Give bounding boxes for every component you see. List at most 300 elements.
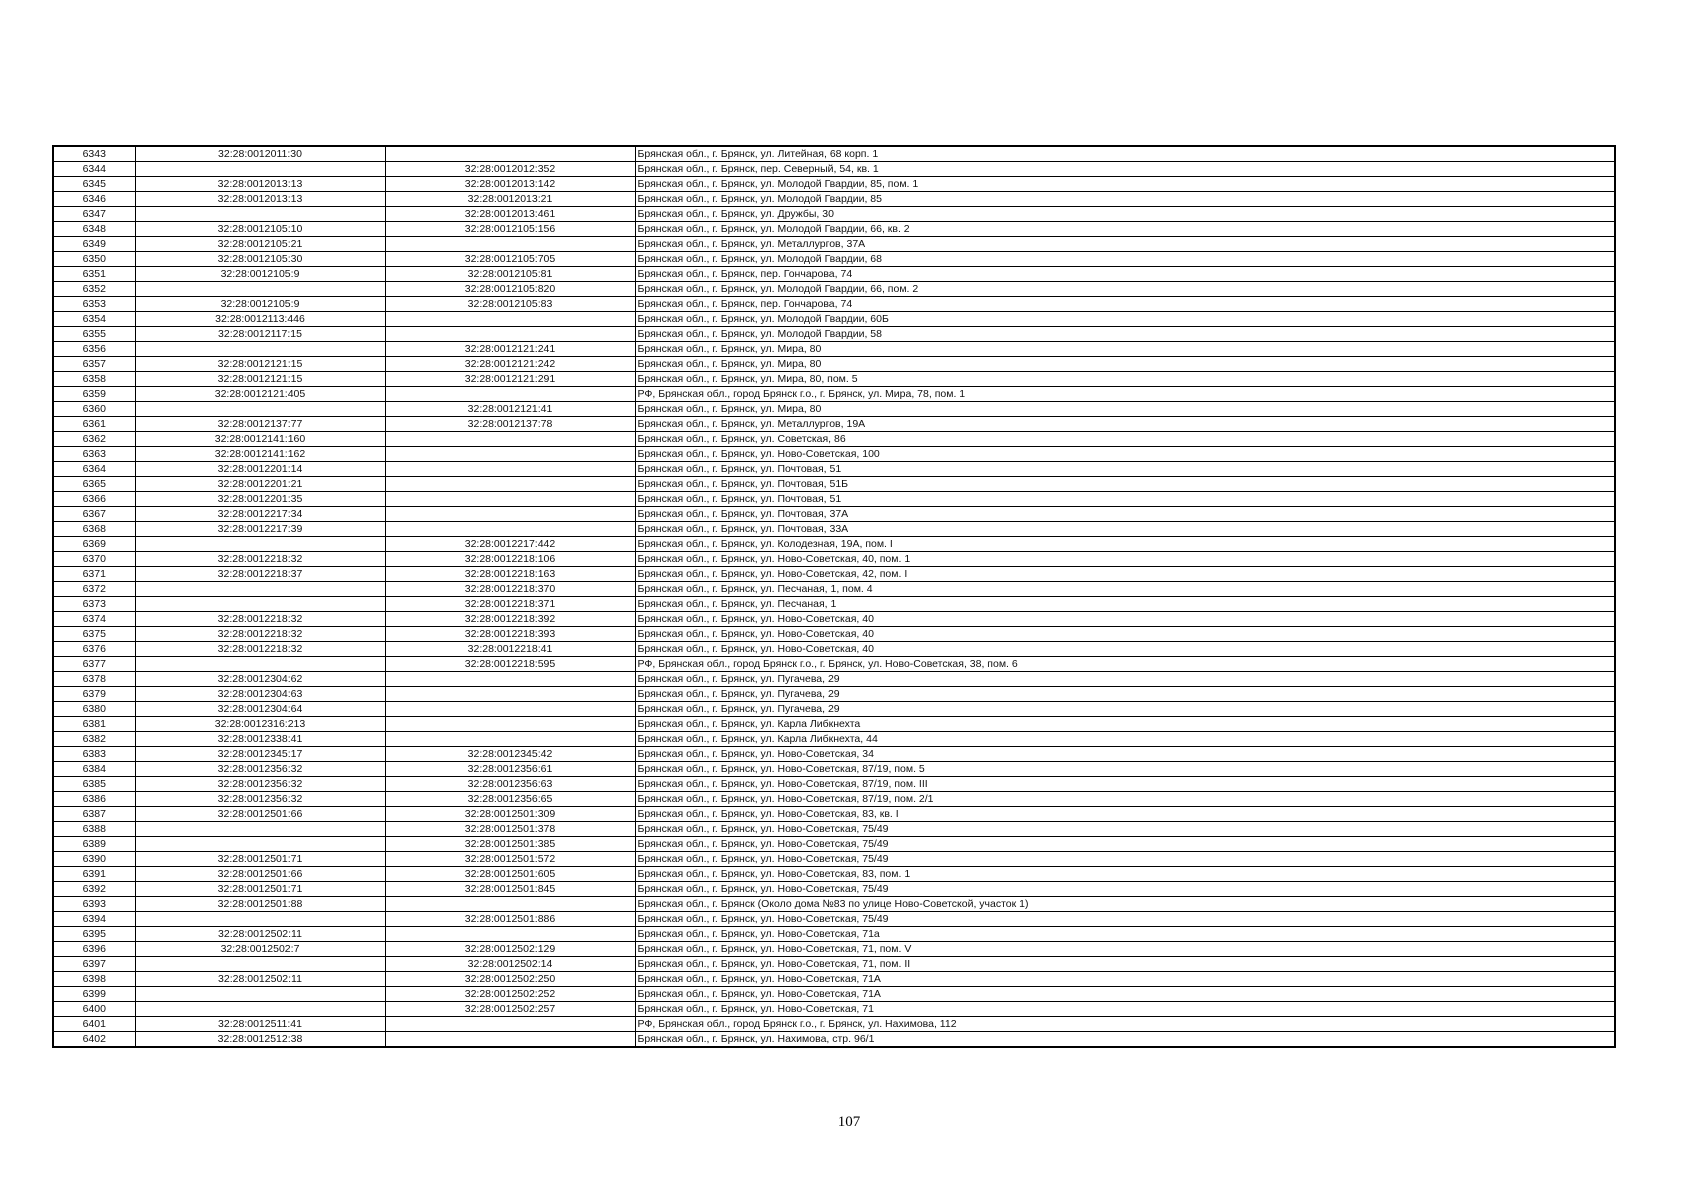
- row-number-cell: 6354: [53, 312, 135, 327]
- table-row: [53, 627, 1615, 642]
- address-cell: Брянская обл., г. Брянск (Около дома №83 по улице Ново-Советской, участок 1): [635, 897, 1615, 912]
- land-cadastral-number-cell: 32:28:0012501:71: [135, 852, 385, 867]
- land-cadastral-number-cell: 32:28:0012304:63: [135, 687, 385, 702]
- row-number-cell: 6357: [53, 357, 135, 372]
- row-number-cell: 6400: [53, 1002, 135, 1017]
- address-cell: Брянская обл., г. Брянск, ул. Ново-Советская, 71А: [635, 987, 1615, 1002]
- building-cadastral-number-cell: 32:28:0012105:820: [385, 282, 635, 297]
- row-number-cell: 6370: [53, 552, 135, 567]
- building-cadastral-number-cell: 32:28:0012502:14: [385, 957, 635, 972]
- row-number-cell: 6377: [53, 657, 135, 672]
- table-row: [53, 387, 1615, 402]
- row-number-cell: 6362: [53, 432, 135, 447]
- building-cadastral-number-cell: [385, 312, 635, 327]
- address-cell: Брянская обл., г. Брянск, ул. Почтовая, 51: [635, 462, 1615, 477]
- address-cell: Брянская обл., г. Брянск, ул. Молодой Гвардии, 66, кв. 2: [635, 222, 1615, 237]
- row-number-cell: 6352: [53, 282, 135, 297]
- row-number-cell: 6392: [53, 882, 135, 897]
- table-row: [53, 432, 1615, 447]
- table-row: [53, 327, 1615, 342]
- row-number-cell: 6376: [53, 642, 135, 657]
- building-cadastral-number-cell: [385, 447, 635, 462]
- table-row: [53, 372, 1615, 387]
- row-number-cell: 6386: [53, 792, 135, 807]
- address-cell: Брянская обл., г. Брянск, ул. Ново-Советская, 75/49: [635, 837, 1615, 852]
- building-cadastral-number-cell: 32:28:0012502:252: [385, 987, 635, 1002]
- address-cell: Брянская обл., г. Брянск, ул. Молодой Гвардии, 60Б: [635, 312, 1615, 327]
- land-cadastral-number-cell: 32:28:0012501:71: [135, 882, 385, 897]
- building-cadastral-number-cell: [385, 432, 635, 447]
- table-row: [53, 162, 1615, 177]
- row-number-cell: 6395: [53, 927, 135, 942]
- address-cell: Брянская обл., г. Брянск, ул. Мира, 80: [635, 342, 1615, 357]
- row-number-cell: 6381: [53, 717, 135, 732]
- land-cadastral-number-cell: 32:28:0012304:64: [135, 702, 385, 717]
- address-cell: Брянская обл., г. Брянск, ул. Молодой Гвардии, 68: [635, 252, 1615, 267]
- address-cell: Брянская обл., г. Брянск, ул. Ново-Советская, 75/49: [635, 882, 1615, 897]
- page-number: 107: [837, 1114, 861, 1130]
- table-row: [53, 882, 1615, 897]
- address-cell: Брянская обл., г. Брянск, ул. Ново-Советская, 40: [635, 642, 1615, 657]
- address-cell: Брянская обл., г. Брянск, ул. Ново-Советская, 75/49: [635, 822, 1615, 837]
- row-number-cell: 6358: [53, 372, 135, 387]
- building-cadastral-number-cell: 32:28:0012105:81: [385, 267, 635, 282]
- table-row: [53, 252, 1615, 267]
- building-cadastral-number-cell: [385, 672, 635, 687]
- row-number-cell: 6382: [53, 732, 135, 747]
- building-cadastral-number-cell: [385, 237, 635, 252]
- land-cadastral-number-cell: [135, 282, 385, 297]
- table-row: [53, 732, 1615, 747]
- building-cadastral-number-cell: [385, 507, 635, 522]
- row-number-cell: 6343: [53, 146, 135, 162]
- building-cadastral-number-cell: 32:28:0012218:392: [385, 612, 635, 627]
- address-cell: Брянская обл., г. Брянск, ул. Ново-Советская, 40, пом. 1: [635, 552, 1615, 567]
- table-row: [53, 282, 1615, 297]
- building-cadastral-number-cell: 32:28:0012217:442: [385, 537, 635, 552]
- building-cadastral-number-cell: 32:28:0012218:393: [385, 627, 635, 642]
- building-cadastral-number-cell: [385, 702, 635, 717]
- table-row: [53, 507, 1615, 522]
- address-cell: Брянская обл., г. Брянск, ул. Песчаная, 1: [635, 597, 1615, 612]
- address-cell: Брянская обл., г. Брянск, ул. Ново-Советская, 40: [635, 627, 1615, 642]
- row-number-cell: 6396: [53, 942, 135, 957]
- land-cadastral-number-cell: 32:28:0012218:32: [135, 642, 385, 657]
- land-cadastral-number-cell: 32:28:0012501:66: [135, 867, 385, 882]
- table-row: [53, 342, 1615, 357]
- address-cell: Брянская обл., г. Брянск, ул. Почтовая, 37А: [635, 507, 1615, 522]
- table-row: [53, 942, 1615, 957]
- building-cadastral-number-cell: [385, 327, 635, 342]
- land-cadastral-number-cell: [135, 342, 385, 357]
- address-cell: Брянская обл., г. Брянск, ул. Карла Либкнехта, 44: [635, 732, 1615, 747]
- table-row: [53, 642, 1615, 657]
- building-cadastral-number-cell: 32:28:0012121:241: [385, 342, 635, 357]
- land-cadastral-number-cell: 32:28:0012502:7: [135, 942, 385, 957]
- building-cadastral-number-cell: 32:28:0012105:83: [385, 297, 635, 312]
- table-row: [53, 477, 1615, 492]
- address-cell: Брянская обл., г. Брянск, ул. Карла Либкнехта: [635, 717, 1615, 732]
- land-cadastral-number-cell: 32:28:0012502:11: [135, 972, 385, 987]
- address-cell: Брянская обл., г. Брянск, ул. Молодой Гвардии, 66, пом. 2: [635, 282, 1615, 297]
- address-cell: Брянская обл., г. Брянск, ул. Ново-Советская, 71: [635, 1002, 1615, 1017]
- land-cadastral-number-cell: 32:28:0012356:32: [135, 792, 385, 807]
- building-cadastral-number-cell: 32:28:0012121:291: [385, 372, 635, 387]
- building-cadastral-number-cell: [385, 1017, 635, 1032]
- land-cadastral-number-cell: 32:28:0012013:13: [135, 177, 385, 192]
- land-cadastral-number-cell: [135, 207, 385, 222]
- table-row: [53, 897, 1615, 912]
- row-number-cell: 6379: [53, 687, 135, 702]
- address-cell: Брянская обл., г. Брянск, ул. Мира, 80: [635, 357, 1615, 372]
- land-cadastral-number-cell: [135, 957, 385, 972]
- row-number-cell: 6344: [53, 162, 135, 177]
- building-cadastral-number-cell: [385, 146, 635, 162]
- land-cadastral-number-cell: 32:28:0012218:32: [135, 627, 385, 642]
- land-cadastral-number-cell: [135, 1002, 385, 1017]
- building-cadastral-number-cell: 32:28:0012218:41: [385, 642, 635, 657]
- land-cadastral-number-cell: 32:28:0012105:9: [135, 267, 385, 282]
- building-cadastral-number-cell: 32:28:0012218:371: [385, 597, 635, 612]
- building-cadastral-number-cell: 32:28:0012356:61: [385, 762, 635, 777]
- address-cell: Брянская обл., г. Брянск, ул. Ново-Советская, 75/49: [635, 852, 1615, 867]
- address-cell: Брянская обл., г. Брянск, ул. Ново-Советская, 100: [635, 447, 1615, 462]
- row-number-cell: 6371: [53, 567, 135, 582]
- row-number-cell: 6372: [53, 582, 135, 597]
- table-row: [53, 312, 1615, 327]
- building-cadastral-number-cell: 32:28:0012137:78: [385, 417, 635, 432]
- row-number-cell: 6389: [53, 837, 135, 852]
- address-cell: Брянская обл., г. Брянск, пер. Северный, 54, кв. 1: [635, 162, 1615, 177]
- table-row: [53, 146, 1615, 162]
- row-number-cell: 6347: [53, 207, 135, 222]
- table-row: [53, 417, 1615, 432]
- building-cadastral-number-cell: [385, 927, 635, 942]
- address-cell: Брянская обл., г. Брянск, ул. Пугачева, 29: [635, 702, 1615, 717]
- land-cadastral-number-cell: 32:28:0012137:77: [135, 417, 385, 432]
- address-cell: Брянская обл., г. Брянск, ул. Песчаная, 1, пом. 4: [635, 582, 1615, 597]
- row-number-cell: 6345: [53, 177, 135, 192]
- land-cadastral-number-cell: 32:28:0012105:30: [135, 252, 385, 267]
- address-cell: Брянская обл., г. Брянск, ул. Почтовая, 51Б: [635, 477, 1615, 492]
- row-number-cell: 6367: [53, 507, 135, 522]
- table-row: [53, 1017, 1615, 1032]
- land-cadastral-number-cell: [135, 537, 385, 552]
- row-number-cell: 6390: [53, 852, 135, 867]
- table-row: [53, 522, 1615, 537]
- land-cadastral-number-cell: [135, 582, 385, 597]
- land-cadastral-number-cell: 32:28:0012338:41: [135, 732, 385, 747]
- building-cadastral-number-cell: [385, 462, 635, 477]
- address-cell: РФ, Брянская обл., город Брянск г.о., г. Брянск, ул. Ново-Советская, 38, пом. 6: [635, 657, 1615, 672]
- row-number-cell: 6368: [53, 522, 135, 537]
- address-cell: Брянская обл., г. Брянск, ул. Ново-Советская, 71А: [635, 972, 1615, 987]
- address-cell: Брянская обл., г. Брянск, пер. Гончарова, 74: [635, 267, 1615, 282]
- building-cadastral-number-cell: 32:28:0012501:309: [385, 807, 635, 822]
- land-cadastral-number-cell: [135, 162, 385, 177]
- row-number-cell: 6374: [53, 612, 135, 627]
- building-cadastral-number-cell: 32:28:0012501:378: [385, 822, 635, 837]
- building-cadastral-number-cell: [385, 1032, 635, 1048]
- row-number-cell: 6361: [53, 417, 135, 432]
- row-number-cell: 6351: [53, 267, 135, 282]
- address-cell: РФ, Брянская обл., город Брянск г.о., г. Брянск, ул. Нахимова, 112: [635, 1017, 1615, 1032]
- table-row: [53, 972, 1615, 987]
- table-row: [53, 672, 1615, 687]
- row-number-cell: 6348: [53, 222, 135, 237]
- table-row: [53, 927, 1615, 942]
- land-cadastral-number-cell: 32:28:0012105:10: [135, 222, 385, 237]
- land-cadastral-number-cell: 32:28:0012345:17: [135, 747, 385, 762]
- building-cadastral-number-cell: [385, 387, 635, 402]
- land-cadastral-number-cell: 32:28:0012218:37: [135, 567, 385, 582]
- building-cadastral-number-cell: 32:28:0012218:595: [385, 657, 635, 672]
- table-row: [53, 492, 1615, 507]
- address-cell: Брянская обл., г. Брянск, ул. Почтовая, 51: [635, 492, 1615, 507]
- row-number-cell: 6397: [53, 957, 135, 972]
- row-number-cell: 6387: [53, 807, 135, 822]
- row-number-cell: 6385: [53, 777, 135, 792]
- address-cell: Брянская обл., г. Брянск, ул. Почтовая, 33А: [635, 522, 1615, 537]
- land-cadastral-number-cell: 32:28:0012201:35: [135, 492, 385, 507]
- address-cell: Брянская обл., г. Брянск, ул. Ново-Советская, 42, пом. I: [635, 567, 1615, 582]
- table-row: [53, 762, 1615, 777]
- building-cadastral-number-cell: 32:28:0012501:605: [385, 867, 635, 882]
- land-cadastral-number-cell: 32:28:0012217:34: [135, 507, 385, 522]
- row-number-cell: 6391: [53, 867, 135, 882]
- building-cadastral-number-cell: [385, 687, 635, 702]
- address-cell: Брянская обл., г. Брянск, пер. Гончарова, 74: [635, 297, 1615, 312]
- row-number-cell: 6398: [53, 972, 135, 987]
- row-number-cell: 6365: [53, 477, 135, 492]
- land-cadastral-number-cell: 32:28:0012201:21: [135, 477, 385, 492]
- table-row: [53, 447, 1615, 462]
- row-number-cell: 6353: [53, 297, 135, 312]
- building-cadastral-number-cell: 32:28:0012121:41: [385, 402, 635, 417]
- row-number-cell: 6393: [53, 897, 135, 912]
- table-row: [53, 822, 1615, 837]
- address-cell: Брянская обл., г. Брянск, ул. Ново-Советская, 83, пом. 1: [635, 867, 1615, 882]
- table-row: [53, 402, 1615, 417]
- table-row: [53, 237, 1615, 252]
- address-cell: Брянская обл., г. Брянск, ул. Молодой Гвардии, 85: [635, 192, 1615, 207]
- table-row: [53, 837, 1615, 852]
- row-number-cell: 6359: [53, 387, 135, 402]
- row-number-cell: 6380: [53, 702, 135, 717]
- table-row: [53, 1032, 1615, 1048]
- building-cadastral-number-cell: 32:28:0012013:21: [385, 192, 635, 207]
- land-cadastral-number-cell: 32:28:0012141:160: [135, 432, 385, 447]
- land-cadastral-number-cell: 32:28:0012316:213: [135, 717, 385, 732]
- land-cadastral-number-cell: 32:28:0012105:21: [135, 237, 385, 252]
- land-cadastral-number-cell: 32:28:0012501:88: [135, 897, 385, 912]
- land-cadastral-number-cell: 32:28:0012121:405: [135, 387, 385, 402]
- address-cell: Брянская обл., г. Брянск, ул. Молодой Гвардии, 85, пом. 1: [635, 177, 1615, 192]
- row-number-cell: 6346: [53, 192, 135, 207]
- land-cadastral-number-cell: 32:28:0012304:62: [135, 672, 385, 687]
- land-cadastral-number-cell: [135, 912, 385, 927]
- building-cadastral-number-cell: [385, 717, 635, 732]
- row-number-cell: 6355: [53, 327, 135, 342]
- row-number-cell: 6388: [53, 822, 135, 837]
- land-cadastral-number-cell: [135, 987, 385, 1002]
- building-cadastral-number-cell: 32:28:0012502:250: [385, 972, 635, 987]
- table-row: [53, 852, 1615, 867]
- row-number-cell: 6350: [53, 252, 135, 267]
- address-cell: РФ, Брянская обл., город Брянск г.о., г. Брянск, ул. Мира, 78, пом. 1: [635, 387, 1615, 402]
- building-cadastral-number-cell: [385, 492, 635, 507]
- land-cadastral-number-cell: [135, 402, 385, 417]
- table-row: [53, 207, 1615, 222]
- table-row: [53, 552, 1615, 567]
- table-row: [53, 222, 1615, 237]
- building-cadastral-number-cell: 32:28:0012502:129: [385, 942, 635, 957]
- table-row: [53, 567, 1615, 582]
- address-cell: Брянская обл., г. Брянск, ул. Ново-Советская, 83, кв. I: [635, 807, 1615, 822]
- address-cell: Брянская обл., г. Брянск, ул. Советская, 86: [635, 432, 1615, 447]
- table-row: [53, 267, 1615, 282]
- registry-table: [52, 145, 1616, 1048]
- table-row: [53, 1002, 1615, 1017]
- land-cadastral-number-cell: 32:28:0012113:446: [135, 312, 385, 327]
- row-number-cell: 6384: [53, 762, 135, 777]
- address-cell: Брянская обл., г. Брянск, ул. Литейная, 68 корп. 1: [635, 146, 1615, 162]
- building-cadastral-number-cell: 32:28:0012501:845: [385, 882, 635, 897]
- land-cadastral-number-cell: 32:28:0012501:66: [135, 807, 385, 822]
- address-cell: Брянская обл., г. Брянск, ул. Ново-Советская, 87/19, пом. 2/1: [635, 792, 1615, 807]
- row-number-cell: 6402: [53, 1032, 135, 1048]
- table-row: [53, 747, 1615, 762]
- building-cadastral-number-cell: 32:28:0012012:352: [385, 162, 635, 177]
- row-number-cell: 6366: [53, 492, 135, 507]
- building-cadastral-number-cell: 32:28:0012356:63: [385, 777, 635, 792]
- land-cadastral-number-cell: 32:28:0012121:15: [135, 372, 385, 387]
- table-row: [53, 807, 1615, 822]
- land-cadastral-number-cell: 32:28:0012511:41: [135, 1017, 385, 1032]
- building-cadastral-number-cell: 32:28:0012218:106: [385, 552, 635, 567]
- table-row: [53, 867, 1615, 882]
- address-cell: Брянская обл., г. Брянск, ул. Ново-Советская, 71, пом. II: [635, 957, 1615, 972]
- land-cadastral-number-cell: 32:28:0012218:32: [135, 612, 385, 627]
- land-cadastral-number-cell: 32:28:0012117:15: [135, 327, 385, 342]
- table-row: [53, 462, 1615, 477]
- row-number-cell: 6373: [53, 597, 135, 612]
- table-row: [53, 177, 1615, 192]
- address-cell: Брянская обл., г. Брянск, ул. Колодезная, 19А, пом. I: [635, 537, 1615, 552]
- address-cell: Брянская обл., г. Брянск, ул. Ново-Советская, 87/19, пом. III: [635, 777, 1615, 792]
- table-row: [53, 702, 1615, 717]
- table-row: [53, 687, 1615, 702]
- registry-table-body: [53, 146, 1615, 1047]
- table-row: [53, 357, 1615, 372]
- table-row: [53, 717, 1615, 732]
- table-row: [53, 582, 1615, 597]
- address-cell: Брянская обл., г. Брянск, ул. Нахимова, стр. 96/1: [635, 1032, 1615, 1048]
- table-row: [53, 912, 1615, 927]
- address-cell: Брянская обл., г. Брянск, ул. Ново-Советская, 40: [635, 612, 1615, 627]
- address-cell: Брянская обл., г. Брянск, ул. Ново-Советская, 87/19, пом. 5: [635, 762, 1615, 777]
- address-cell: Брянская обл., г. Брянск, ул. Мира, 80, пом. 5: [635, 372, 1615, 387]
- address-cell: Брянская обл., г. Брянск, ул. Ново-Советская, 71, пом. V: [635, 942, 1615, 957]
- building-cadastral-number-cell: 32:28:0012218:163: [385, 567, 635, 582]
- building-cadastral-number-cell: 32:28:0012501:385: [385, 837, 635, 852]
- address-cell: Брянская обл., г. Брянск, ул. Пугачева, 29: [635, 672, 1615, 687]
- building-cadastral-number-cell: 32:28:0012013:142: [385, 177, 635, 192]
- table-row: [53, 297, 1615, 312]
- building-cadastral-number-cell: 32:28:0012345:42: [385, 747, 635, 762]
- land-cadastral-number-cell: 32:28:0012013:13: [135, 192, 385, 207]
- table-row: [53, 597, 1615, 612]
- address-cell: Брянская обл., г. Брянск, ул. Ново-Советская, 71а: [635, 927, 1615, 942]
- row-number-cell: 6383: [53, 747, 135, 762]
- land-cadastral-number-cell: [135, 597, 385, 612]
- building-cadastral-number-cell: [385, 897, 635, 912]
- table-row: [53, 657, 1615, 672]
- address-cell: Брянская обл., г. Брянск, ул. Металлургов, 19А: [635, 417, 1615, 432]
- address-cell: Брянская обл., г. Брянск, ул. Ново-Советская, 75/49: [635, 912, 1615, 927]
- land-cadastral-number-cell: [135, 657, 385, 672]
- building-cadastral-number-cell: 32:28:0012356:65: [385, 792, 635, 807]
- building-cadastral-number-cell: 32:28:0012502:257: [385, 1002, 635, 1017]
- building-cadastral-number-cell: [385, 477, 635, 492]
- land-cadastral-number-cell: 32:28:0012011:30: [135, 146, 385, 162]
- building-cadastral-number-cell: 32:28:0012501:886: [385, 912, 635, 927]
- table-row: [53, 792, 1615, 807]
- row-number-cell: 6363: [53, 447, 135, 462]
- building-cadastral-number-cell: [385, 522, 635, 537]
- row-number-cell: 6394: [53, 912, 135, 927]
- row-number-cell: 6364: [53, 462, 135, 477]
- land-cadastral-number-cell: 32:28:0012502:11: [135, 927, 385, 942]
- address-cell: Брянская обл., г. Брянск, ул. Ново-Советская, 34: [635, 747, 1615, 762]
- table-row: [53, 537, 1615, 552]
- row-number-cell: 6356: [53, 342, 135, 357]
- land-cadastral-number-cell: 32:28:0012512:38: [135, 1032, 385, 1048]
- row-number-cell: 6369: [53, 537, 135, 552]
- row-number-cell: 6401: [53, 1017, 135, 1032]
- building-cadastral-number-cell: 32:28:0012121:242: [385, 357, 635, 372]
- address-cell: Брянская обл., г. Брянск, ул. Дружбы, 30: [635, 207, 1615, 222]
- row-number-cell: 6349: [53, 237, 135, 252]
- land-cadastral-number-cell: 32:28:0012218:32: [135, 552, 385, 567]
- building-cadastral-number-cell: 32:28:0012105:156: [385, 222, 635, 237]
- address-cell: Брянская обл., г. Брянск, ул. Пугачева, 29: [635, 687, 1615, 702]
- building-cadastral-number-cell: 32:28:0012105:705: [385, 252, 635, 267]
- row-number-cell: 6378: [53, 672, 135, 687]
- land-cadastral-number-cell: 32:28:0012141:162: [135, 447, 385, 462]
- address-cell: Брянская обл., г. Брянск, ул. Молодой Гвардии, 58: [635, 327, 1615, 342]
- row-number-cell: 6375: [53, 627, 135, 642]
- land-cadastral-number-cell: 32:28:0012217:39: [135, 522, 385, 537]
- building-cadastral-number-cell: 32:28:0012501:572: [385, 852, 635, 867]
- building-cadastral-number-cell: 32:28:0012218:370: [385, 582, 635, 597]
- land-cadastral-number-cell: 32:28:0012105:9: [135, 297, 385, 312]
- land-cadastral-number-cell: 32:28:0012356:32: [135, 777, 385, 792]
- land-cadastral-number-cell: [135, 822, 385, 837]
- land-cadastral-number-cell: 32:28:0012121:15: [135, 357, 385, 372]
- land-cadastral-number-cell: 32:28:0012201:14: [135, 462, 385, 477]
- table-row: [53, 192, 1615, 207]
- row-number-cell: 6399: [53, 987, 135, 1002]
- building-cadastral-number-cell: 32:28:0012013:461: [385, 207, 635, 222]
- building-cadastral-number-cell: [385, 732, 635, 747]
- table-row: [53, 612, 1615, 627]
- table-row: [53, 987, 1615, 1002]
- address-cell: Брянская обл., г. Брянск, ул. Металлургов, 37А: [635, 237, 1615, 252]
- address-cell: Брянская обл., г. Брянск, ул. Мира, 80: [635, 402, 1615, 417]
- land-cadastral-number-cell: [135, 837, 385, 852]
- table-row: [53, 957, 1615, 972]
